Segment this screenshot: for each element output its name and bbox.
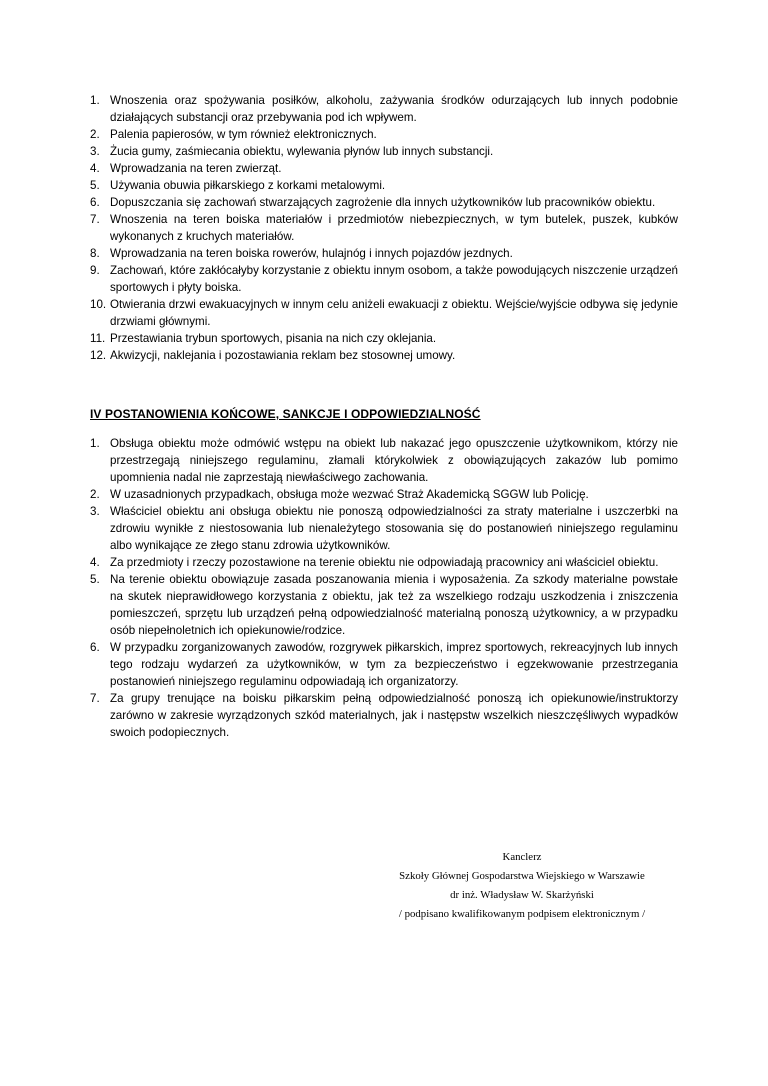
item-number: 2. xyxy=(90,128,100,141)
item-number: 3. xyxy=(90,505,100,518)
list-item xyxy=(90,571,678,639)
item-number: 5. xyxy=(90,179,100,192)
item-text: Otwierania drzwi ewakuacyjnych w innym celu aniżeli ewakuacji z obiektu. Wejście/wyjście odbywa się jedynie drzwiami głównymi. xyxy=(110,298,678,328)
item-text: W przypadku zorganizowanych zawodów, rozgrywek piłkarskich, imprez sportowych, rekreacyjnych lub innych tego rodzaju wydarzeń za użytkowników, w tym za bezpieczeństwo i egzekwowanie przestrzegania postanowień niniejszego regulaminu odpowiadają ich organizatorzy. xyxy=(110,641,678,688)
item-number: 2. xyxy=(90,488,100,501)
list-item xyxy=(90,262,678,296)
item-text: Żucia gumy, zaśmiecania obiektu, wylewania płynów lub innych substancji. xyxy=(110,145,494,158)
list-item xyxy=(90,554,678,571)
signatory-name: dr inż. Władysław W. Skarżyński xyxy=(450,889,594,901)
item-text: Wnoszenia na teren boiska materiałów i przedmiotów niebezpiecznych, w tym butelek, puszek, kubków wykonanych z kruchych materiałów. xyxy=(110,213,678,243)
item-number: 4. xyxy=(90,556,100,569)
list-item xyxy=(90,435,678,486)
item-text: Na terenie obiektu obowiązuje zasada poszanowania mienia i wyposażenia. Za szkody materialne powstałe na skutek nieprawidłowego korzystania z obiektu, jak też za wszelkiego rodzaju uszkodzenia i zniszczenia pomieszczeń, sprzętu lub urządzeń pełną odpowiedzialność materialną ponoszą użytkownicy, a w przypadku osób niepełnoletnich ich opiekunowie/rodzice. xyxy=(110,573,678,637)
item-number: 7. xyxy=(90,692,100,705)
list-item xyxy=(90,160,678,177)
list-item xyxy=(90,503,678,554)
list-item xyxy=(90,296,678,330)
list-item xyxy=(90,126,678,143)
item-number: 8. xyxy=(90,247,100,260)
item-text: Zachowań, które zakłócałyby korzystanie z obiektu innym osobom, a także powodujących niszczenie urządzeń sportowych i płyty boiska. xyxy=(110,264,678,294)
item-number: 4. xyxy=(90,162,100,175)
item-number: 1. xyxy=(90,437,100,450)
item-number: 6. xyxy=(90,641,100,654)
list-item xyxy=(90,330,678,347)
item-text: Za przedmioty i rzeczy pozostawione na terenie obiektu nie odpowiadają pracownicy ani właściciel obiektu. xyxy=(110,556,659,569)
item-number: 9. xyxy=(90,264,100,277)
section-heading: IV POSTANOWIENIA KOŃCOWE, SANKCJE I ODPOWIEDZIALNOŚĆ xyxy=(90,407,481,421)
prohibitions-list xyxy=(90,92,678,364)
list-item xyxy=(90,92,678,126)
list-item xyxy=(90,347,678,364)
item-text: Wnoszenia oraz spożywania posiłków, alkoholu, zażywania środków odurzających lub innych podobnie działających substancji oraz przebywania pod ich wpływem. xyxy=(110,94,678,124)
item-text: W uzasadnionych przypadkach, obsługa może wezwać Straż Akademicką SGGW lub Policję. xyxy=(110,488,589,501)
list-item xyxy=(90,194,678,211)
list-item xyxy=(90,177,678,194)
item-number: 11. xyxy=(90,332,106,345)
signatory-role: Kanclerz xyxy=(502,851,542,863)
item-text: Dopuszczania się zachowań stwarzających zagrożenie dla innych użytkowników lub pracowników obiektu. xyxy=(110,196,656,209)
list-item xyxy=(90,639,678,690)
signatory-institution: Szkoły Głównej Gospodarstwa Wiejskiego w Warszawie xyxy=(399,870,645,882)
final-provisions-list xyxy=(90,435,678,741)
list-item xyxy=(90,211,678,245)
item-text: Obsługa obiektu może odmówić wstępu na obiekt lub nakazać jego opuszczenie użytkownikom, którzy nie przestrzegają niniejszego regulaminu, złamali którykolwiek z obowiązujących zakazów lub pomimo upomnienia nadal nie zaprzestają niewłaściwego zachowania. xyxy=(110,437,678,484)
item-number: 5. xyxy=(90,573,100,586)
item-number: 10. xyxy=(90,298,107,311)
list-item xyxy=(90,486,678,503)
signature-block xyxy=(380,848,664,924)
item-number: 1. xyxy=(90,94,100,107)
item-text: Za grupy trenujące na boisku piłkarskim pełną odpowiedzialność ponoszą ich opiekunowie/instruktorzy zarówno w zakresie wyrządzonych szkód materialnych, jak i następstw wszelkich nieszczęśliwych wypadków swoich podopiecznych. xyxy=(110,692,678,739)
item-text: Wprowadzania na teren zwierząt. xyxy=(110,162,282,175)
list-item xyxy=(90,143,678,160)
item-text: Używania obuwia piłkarskiego z korkami metalowymi. xyxy=(110,179,386,192)
item-text: Właściciel obiektu ani obsługa obiektu nie ponoszą odpowiedzialności za straty materialne i uszczerbki na zdrowiu wynikłe z niestosowania lub nienależytego stosowania się do postanowień niniejszego regulaminu albo wynikające ze złego stanu zdrowia użytkowników. xyxy=(110,505,678,552)
item-number: 7. xyxy=(90,213,100,226)
item-text: Wprowadzania na teren boiska rowerów, hulajnóg i innych pojazdów jezdnych. xyxy=(110,247,513,260)
item-number: 12. xyxy=(90,349,107,362)
item-number: 3. xyxy=(90,145,100,158)
item-number: 6. xyxy=(90,196,100,209)
item-text: Palenia papierosów, w tym również elektronicznych. xyxy=(110,128,377,141)
item-text: Przestawiania trybun sportowych, pisania na nich czy oklejania. xyxy=(110,332,437,345)
list-item xyxy=(90,245,678,262)
list-item xyxy=(90,690,678,741)
item-text: Akwizycji, naklejania i pozostawiania reklam bez stosownej umowy. xyxy=(110,349,456,362)
signature-note: / podpisano kwalifikowanym podpisem elektronicznym / xyxy=(398,908,646,920)
